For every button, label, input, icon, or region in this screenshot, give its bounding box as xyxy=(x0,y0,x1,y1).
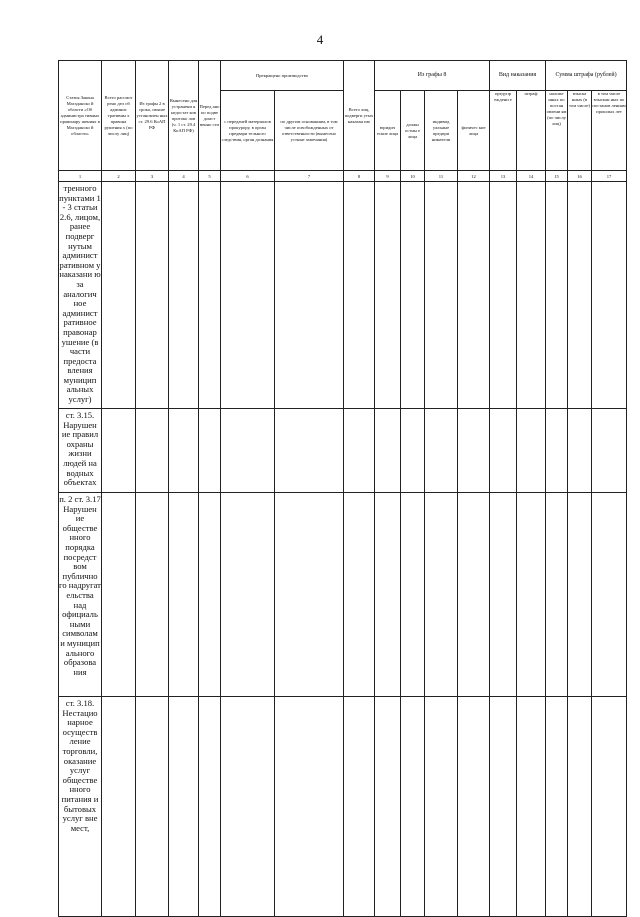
header-terminated-group: Прекращено производство xyxy=(221,61,344,91)
statistics-table xyxy=(58,60,627,917)
table-row xyxy=(59,493,627,697)
header-from-col8-group: Из графы 8 xyxy=(375,61,490,91)
column-number: 14 xyxy=(517,171,546,182)
table-row xyxy=(59,697,627,917)
column-number: 7 xyxy=(275,171,344,182)
column-number: 17 xyxy=(592,171,627,182)
column-number: 9 xyxy=(375,171,401,182)
header-returned: Вынесено для устранени я недостат ков протоко лов (ч. 1 ст. 29.4 КоАП РФ) xyxy=(169,61,199,171)
header-other-grounds: по другим основаниям, в том числе освобожденных от ответственности (вынесено устные замечания) xyxy=(275,91,344,171)
header-warning: предупр еждени е xyxy=(490,91,517,171)
header-to-prosecutor: с передачей материалов прокурору, в орган предвари тельного следствия, орган дознания xyxy=(221,91,275,171)
header-fine: штраф xyxy=(517,91,546,171)
column-number: 10 xyxy=(401,171,425,182)
header-legal-entities: юридич еские лица xyxy=(375,91,401,171)
header-entrepreneurs: индивид уальные предпри ниматели xyxy=(425,91,458,171)
column-number: 8 xyxy=(344,171,375,182)
column-number: 1 xyxy=(59,171,102,182)
column-number: 16 xyxy=(568,171,592,182)
column-number: 11 xyxy=(425,171,458,182)
header-individuals: физичес кие лица xyxy=(458,91,490,171)
header-fines-imposed: наложе нных по постан овлени ям (по числу лиц) xyxy=(546,91,568,171)
table-row xyxy=(59,409,627,493)
row-article-label: ст. 3.18. Нестацио нарное осуществ ление торговли, оказание услуг обществе нного питания и бытовых услуг вне мест, xyxy=(59,697,102,917)
column-number: 3 xyxy=(136,171,169,182)
header-article: Статья Закона Магаданско й области «Об администра тивных правонару шениях в Магаданско й области» xyxy=(59,61,102,171)
column-number: 15 xyxy=(546,171,568,182)
row-article-label: п. 2 ст. 3.17 Нарушен ие обществе нного порядка посредст вом публично го надругат ельства над официаль ными символам и муницип ального образова ния xyxy=(59,493,102,697)
header-total-cases: Всего рассмот рено дел об админис тративны х правона рушения х (по числу лиц) xyxy=(102,61,136,171)
column-number: 13 xyxy=(490,171,517,182)
header-overdue: Из графы 2 в срока, свыше установлен ных ст. 29.6 КоАП РФ xyxy=(136,61,169,171)
column-number: 5 xyxy=(199,171,221,182)
column-number: 2 xyxy=(102,171,136,182)
header-total-punished: Всего лиц, подверги утых наказан ию xyxy=(344,61,375,171)
header-officials: должн остны е лица xyxy=(401,91,425,171)
row-article-label: тренного пунктами 1 - 3 статьи 2.6, лицом, ранее подверг нутым админист ративном у наказани ю за аналогич ное админист ративное правонар ушение (в части предоста вления муницип альных услуг) xyxy=(59,182,102,409)
header-fines-prior-years: в том числе взыскан ных по постанов лениям прошлых лет xyxy=(592,91,627,171)
header-fine-sum-group: Сумма штрафа (рублей) xyxy=(546,61,627,91)
header-fines-collected: взыска нных (в том числе) xyxy=(568,91,592,171)
column-number: 6 xyxy=(221,171,275,182)
header-transferred: Перед ано по подве домст венно сти xyxy=(199,61,221,171)
header-penalty-type-group: Вид наказания xyxy=(490,61,546,91)
page-number: 4 xyxy=(316,32,324,47)
row-article-label: ст. 3.15. Нарушен ие правил охраны жизни людей на водных объектах xyxy=(59,409,102,493)
table-row xyxy=(59,182,627,409)
column-number: 12 xyxy=(458,171,490,182)
column-number: 4 xyxy=(169,171,199,182)
